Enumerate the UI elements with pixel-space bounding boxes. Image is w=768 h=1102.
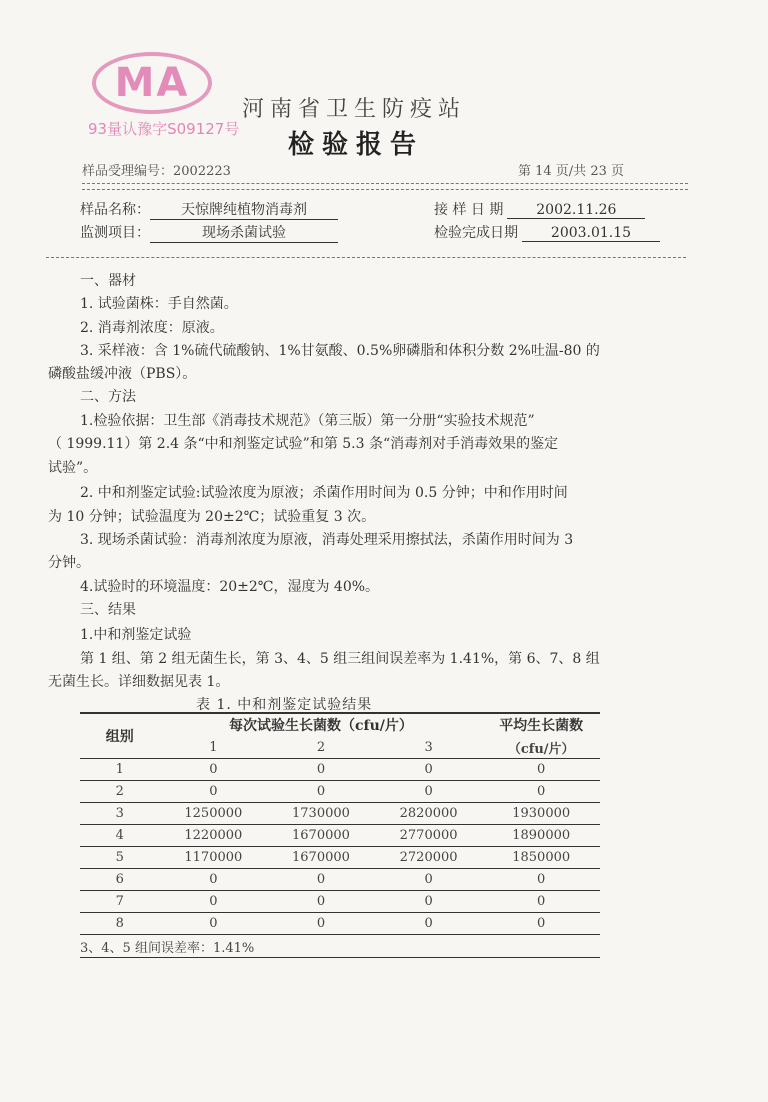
table-row — [80, 759, 600, 781]
cell: 0 — [375, 759, 483, 781]
section-heading: 一、器材 — [80, 273, 136, 289]
project-row — [80, 222, 338, 243]
paragraph: 3. 现场杀菌试验：消毒剂浓度为原液，消毒处理采用擦拭法，杀菌作用时间为 3 — [80, 532, 574, 548]
sample-number-label: 样品受理编号： — [82, 164, 174, 179]
sample-name-row — [80, 199, 338, 220]
paragraph: 4.试验时的环境温度：20±2℃，湿度为 40%。 — [80, 579, 380, 595]
col-sub-1: 1 — [209, 739, 218, 755]
cell: 0 — [160, 869, 268, 891]
table-row — [80, 803, 600, 825]
cell: 1250000 — [160, 803, 268, 825]
table-row — [80, 781, 600, 803]
results-table — [80, 712, 600, 958]
cell: 1220000 — [160, 825, 268, 847]
cell: 0 — [482, 759, 600, 781]
cell: 1930000 — [482, 803, 600, 825]
paragraph: 1. 试验菌株：手自然菌。 — [80, 296, 238, 312]
sample-name-value: 天惊牌纯植物消毒剂 — [150, 199, 338, 220]
cell: 1670000 — [267, 847, 375, 869]
receive-date-value: 2002.11.26 — [507, 202, 645, 219]
table-row — [80, 825, 600, 847]
cell: 8 — [80, 913, 160, 935]
table-footnote-row — [80, 935, 600, 958]
col-avg-header: 平均生长菌数 — [499, 718, 584, 734]
paragraph: 为 10 分钟；试验温度为 20±2℃；试验重复 3 次。 — [48, 509, 376, 525]
document-title: 检验报告 — [288, 130, 425, 160]
table-caption: 表 1. 中和剂鉴定试验结果 — [196, 697, 373, 713]
cell: 0 — [375, 781, 483, 803]
cell: 0 — [375, 913, 483, 935]
complete-date-row — [434, 222, 660, 242]
sample-number: 2002223 — [173, 164, 231, 179]
complete-date-label: 检验完成日期 — [434, 225, 518, 241]
cell: 1 — [80, 759, 160, 781]
cell: 2820000 — [375, 803, 483, 825]
cell: 0 — [160, 759, 268, 781]
table-row — [80, 891, 600, 913]
cell: 0 — [267, 891, 375, 913]
cell: 2720000 — [375, 847, 483, 869]
divider — [82, 189, 688, 190]
cell: 1850000 — [482, 847, 600, 869]
cell: 3 — [80, 803, 160, 825]
cell: 4 — [80, 825, 160, 847]
cell: 0 — [482, 869, 600, 891]
cell: 0 — [482, 891, 600, 913]
col-each-header: 每次试验生长菌数（cfu/片） — [229, 718, 413, 734]
cell: 0 — [267, 869, 375, 891]
divider — [82, 183, 688, 184]
col-avg-unit: （cfu/片） — [507, 741, 575, 757]
cell: 1670000 — [267, 825, 375, 847]
project-value: 现场杀菌试验 — [150, 222, 338, 243]
cell: 0 — [482, 913, 600, 935]
paragraph: 第 1 组、第 2 组无菌生长，第 3、4、5 组三组间误差率为 1.41%，第 6、7、8 组 — [80, 651, 600, 667]
ma-certification-stamp: MA — [92, 52, 212, 114]
cell: 1170000 — [160, 847, 268, 869]
paragraph: 磷酸盐缓冲液（PBS）。 — [48, 366, 197, 382]
cell: 0 — [267, 759, 375, 781]
table-row — [80, 847, 600, 869]
paragraph: 1.中和剂鉴定试验 — [80, 627, 192, 643]
sample-number-row — [82, 160, 231, 179]
cell: 0 — [160, 891, 268, 913]
cell: 0 — [160, 913, 268, 935]
cell: 2770000 — [375, 825, 483, 847]
paragraph: 1.检验依据：卫生部《消毒技术规范》（第三版）第一分册“实验技术规范” — [80, 413, 535, 429]
cell: 1890000 — [482, 825, 600, 847]
cell: 0 — [482, 781, 600, 803]
receive-date-row — [434, 199, 645, 219]
project-label: 监测项目： — [80, 225, 150, 241]
col-sub-2: 2 — [316, 739, 326, 755]
table-row — [80, 913, 600, 935]
cell: 5 — [80, 847, 160, 869]
cell: 0 — [375, 869, 483, 891]
table-row — [80, 869, 600, 891]
cell: 0 — [375, 891, 483, 913]
paragraph: 2. 中和剂鉴定试验:试验浓度为原液；杀菌作用时间为 0.5 分钟；中和作用时间 — [80, 485, 568, 501]
section-heading: 二、方法 — [80, 389, 136, 405]
complete-date-value: 2003.01.15 — [522, 225, 660, 242]
section-heading: 三、结果 — [80, 602, 136, 618]
cell: 0 — [267, 781, 375, 803]
paragraph: （ 1999.11）第 2.4 条“中和剂鉴定试验”和第 5.3 条“消毒剂对手消毒效果的鉴定 — [48, 436, 559, 452]
stamp-code: 93量认豫字S09127号 — [88, 120, 240, 138]
divider — [46, 257, 686, 258]
cell: 7 — [80, 891, 160, 913]
cell: 2 — [80, 781, 160, 803]
table-footnote: 3、4、5 组间误差率：1.41% — [80, 935, 600, 958]
cell: 1730000 — [267, 803, 375, 825]
receive-date-label: 接 样 日 期 — [434, 202, 504, 218]
paragraph: 分钟。 — [48, 555, 90, 571]
paragraph: 无菌生长。详细数据见表 1。 — [48, 674, 230, 690]
sample-name-label: 样品名称： — [80, 202, 150, 218]
page-info: 第 14 页/共 23 页 — [518, 164, 624, 179]
cell: 0 — [160, 781, 268, 803]
paragraph: 试验”。 — [48, 460, 98, 476]
paragraph: 3. 采样液：含 1%硫代硫酸钠、1%甘氨酸、0.5%卵磷脂和体积分数 2%吐温-80 的 — [80, 343, 600, 359]
col-group-header: 组别 — [105, 729, 134, 745]
paragraph: 2. 消毒剂浓度：原液。 — [80, 320, 224, 336]
organization-name: 河南省卫生防疫站 — [242, 97, 467, 122]
col-sub-3: 3 — [424, 739, 433, 755]
cell: 6 — [80, 869, 160, 891]
cell: 0 — [267, 913, 375, 935]
